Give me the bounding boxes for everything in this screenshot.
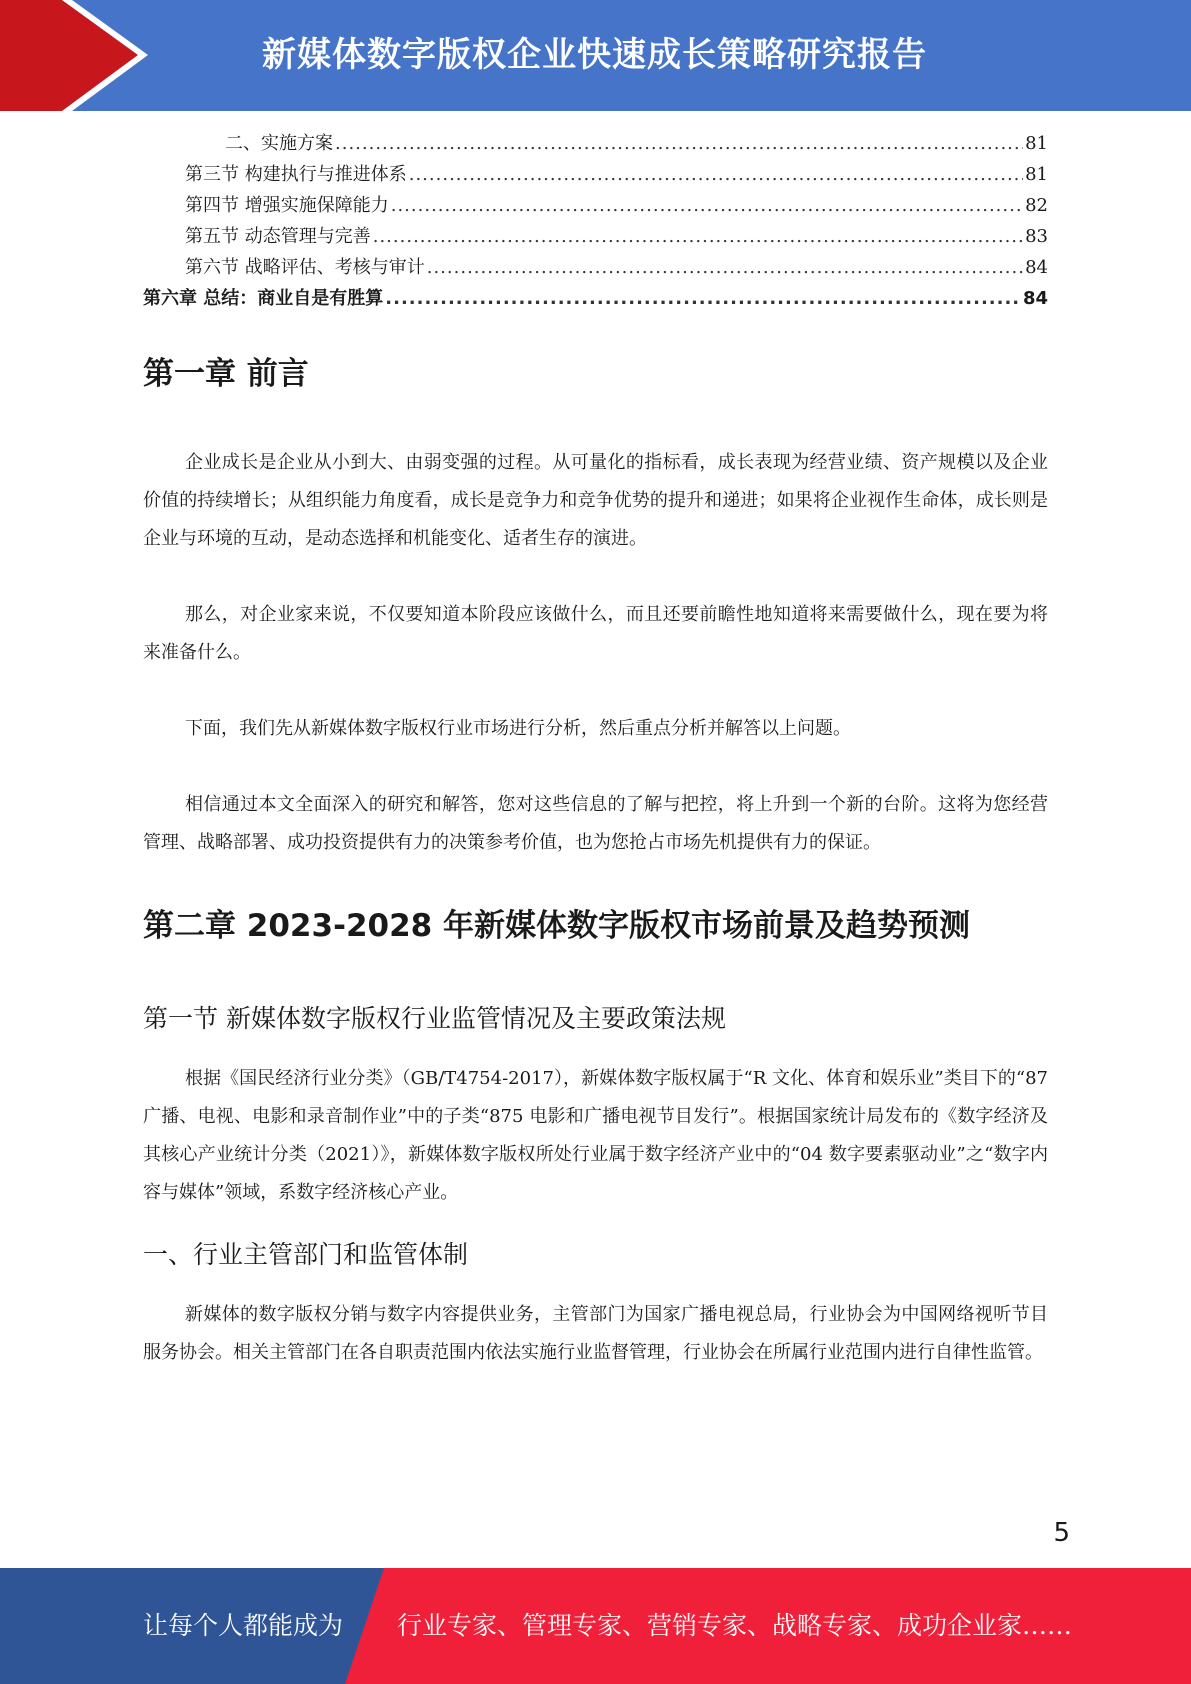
toc-leader-dots [385,283,1021,314]
toc-entry-label: 第六章 总结：商业自是有胜算 [143,288,384,309]
document-body [143,128,1048,1372]
toc-entry[interactable] [143,190,1048,221]
section-1-paragraph: 根据《国民经济行业分类》（GB/T4754-2017），新媒体数字版权属于“R 文化、体育和娱乐业”类目下的“87 广播、电视、电影和录音制作业”中的子类“875 电影和广播电视节目发行”。根据国家统计局发布的《数字经济及其核心产业统计分类（2021）》，新媒体数字版权所处行业属于数字经济产业中的“04 数字要素驱动业”之“数字内容与媒体”领域，系数字经济核心产业。 [143,1068,1048,1203]
chapter-1-paragraph: 下面，我们先从新媒体数字版权行业市场进行分析，然后重点分析并解答以上问题。 [185,718,851,739]
toc-entry[interactable] [143,128,1048,159]
page-number: 5 [1053,1518,1070,1548]
toc-entry-page: 84 [1022,288,1048,309]
toc-entry[interactable] [143,252,1048,283]
toc-entry-page: 82 [1025,195,1048,216]
toc-leader-dots [391,190,1023,221]
chapter-1-heading: 第一章 前言 [143,356,309,392]
header-title: 新媒体数字版权企业快速成长策略研究报告 [262,35,927,75]
toc-entry[interactable] [143,283,1048,314]
chapter-1-paragraph: 企业成长是企业从小到大、由弱变强的过程。从可量化的指标看，成长表现为经营业绩、资产规模以及企业价值的持续增长；从组织能力角度看，成长是竞争力和竞争优势的提升和递进；如果将企业视作生命体，成长则是企业与环境的互动，是动态选择和机能变化、适者生存的演进。 [143,452,1048,549]
toc-entry[interactable] [143,159,1048,190]
toc-entry-page: 83 [1025,226,1048,247]
section-1-heading: 第一节 新媒体数字版权行业监管情况及主要政策法规 [143,1004,726,1033]
toc-entry-page: 84 [1025,257,1048,278]
toc-entry[interactable] [143,221,1048,252]
toc-leader-dots [427,252,1023,283]
subsection-1-heading: 一、行业主管部门和监管体制 [143,1240,469,1269]
toc-leader-dots [373,221,1023,252]
page-header [0,0,1191,111]
toc-entry-page: 81 [1025,164,1048,185]
toc-entry-label: 第六节 战略评估、考核与审计 [185,257,425,278]
toc-leader-dots [335,128,1023,159]
subsection-1-paragraph: 新媒体的数字版权分销与数字内容提供业务，主管部门为国家广播电视总局，行业协会为中国网络视听节目服务协会。相关主管部门在各自职责范围内依法实施行业监督管理，行业协会在所属行业范围内进行自律性监管。 [143,1304,1048,1363]
toc-entry-label: 二、实施方案 [225,133,333,154]
toc-entry-label: 第三节 构建执行与推进体系 [185,164,407,185]
chapter-2-heading: 第二章 2023-2028 年新媒体数字版权市场前景及趋势预测 [143,908,971,944]
page-footer [0,1568,1191,1684]
toc-entry-label: 第五节 动态管理与完善 [185,226,371,247]
table-of-contents [143,128,1048,314]
toc-leader-dots [409,159,1023,190]
footer-slogan-left: 让每个人都能成为 [143,1611,344,1640]
footer-slogan-right: 行业专家、管理专家、营销专家、战略专家、成功企业家…… [397,1611,1073,1640]
chapter-1-paragraph: 相信通过本文全面深入的研究和解答，您对这些信息的了解与把控，将上升到一个新的台阶。这将为您经营管理、战略部署、成功投资提供有力的决策参考价值，也为您抢占市场先机提供有力的保证。 [143,794,1048,853]
chapter-1-paragraph: 那么，对企业家来说，不仅要知道本阶段应该做什么，而且还要前瞻性地知道将来需要做什么，现在要为将来准备什么。 [143,604,1048,663]
toc-entry-label: 第四节 增强实施保障能力 [185,195,389,216]
toc-entry-page: 81 [1025,133,1048,154]
